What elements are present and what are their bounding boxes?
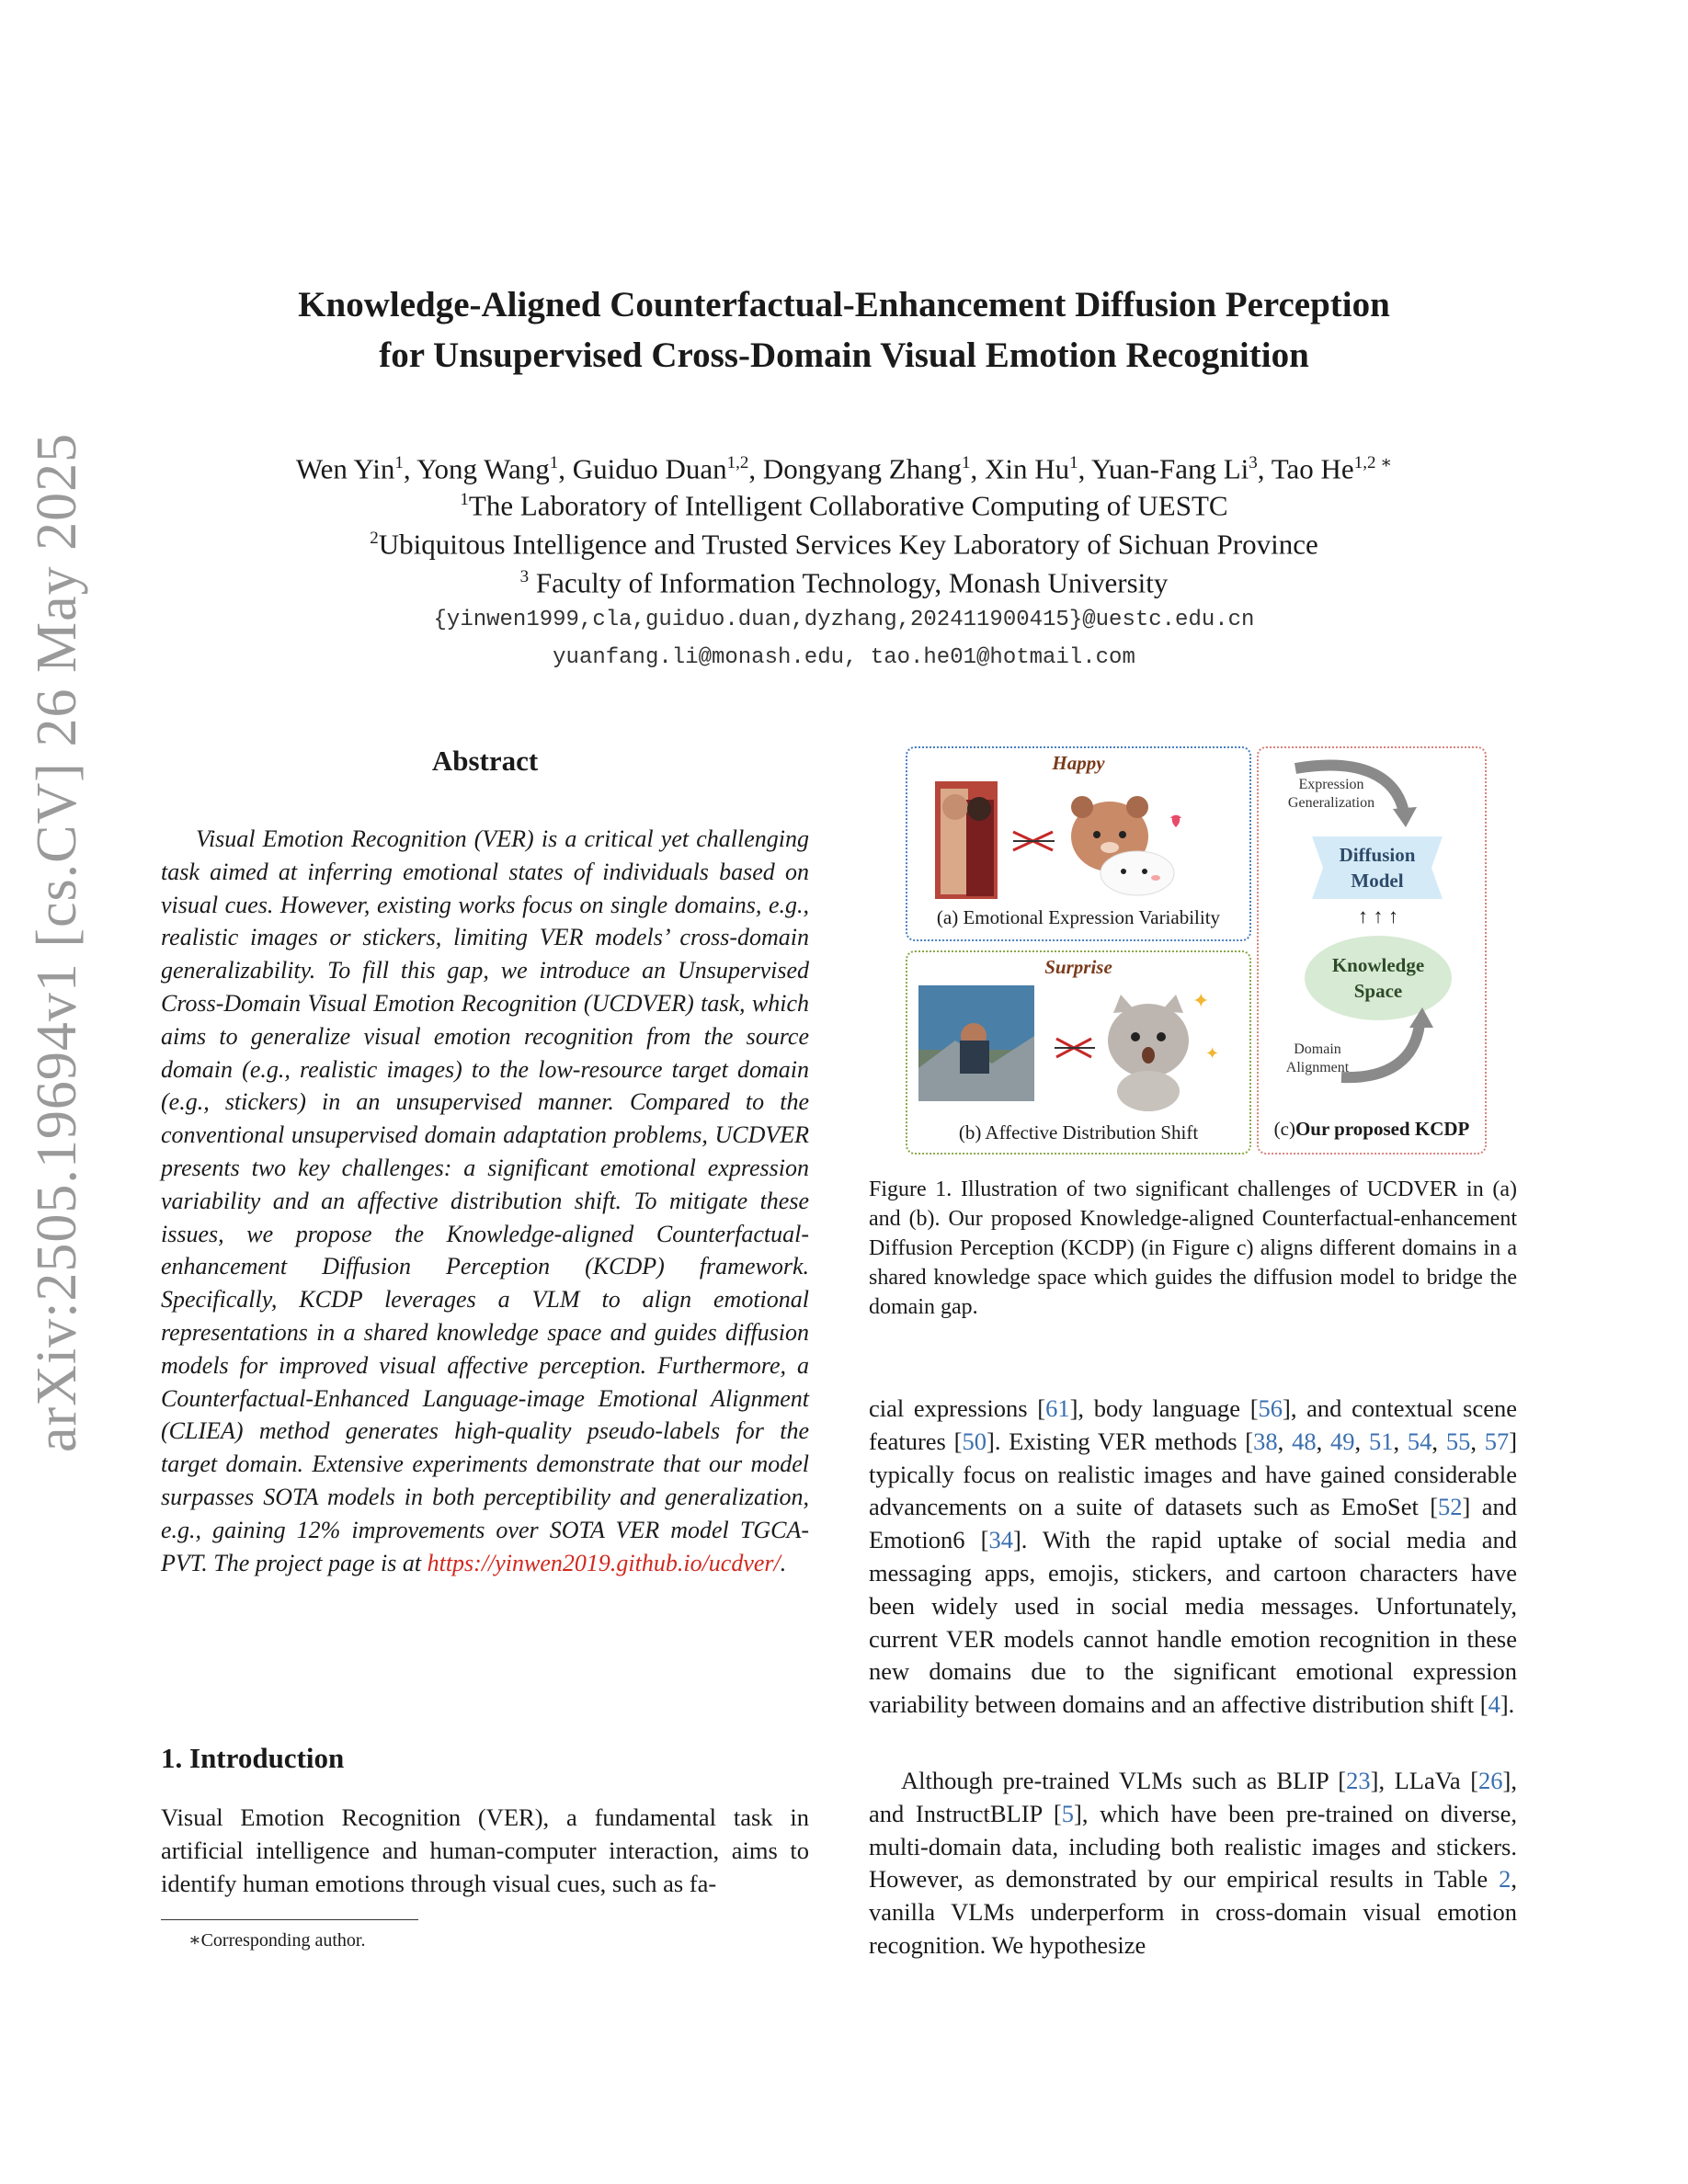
author-list: Wen Yin$^1$, Yong Wang$^1$, Guiduo Duan$^{1,2}$, Dongyang Zhang$^1$, Xin Hu$^1$, Yuan-Fang Li$^3$, Tao $He^{1,2 ∗}$: [295, 452, 1393, 485]
citation-link[interactable]: 57: [1484, 1427, 1510, 1455]
cross-arrows-icon: [1013, 832, 1055, 850]
arxiv-stamp: arXiv:2505.19694v1 [cs.CV] 26 May 2025: [26, 432, 88, 1452]
label-happy: Happy: [1052, 752, 1105, 774]
abstract-heading: Abstract: [431, 745, 539, 777]
caption-b: (b) Affective Distribution Shift: [958, 1121, 1199, 1143]
paper-title-line-1: Knowledge-Aligned Counterfactual-Enhancement Diffusion Perception: [298, 285, 1390, 324]
footnote: ∗Corresponding author.: [188, 1930, 366, 1951]
author-affiliation-mark: 1,2: [726, 453, 749, 472]
cross-arrows-icon: [1055, 1039, 1095, 1057]
caption-c: (c)Our proposed KCDP: [1273, 1118, 1470, 1140]
expression-generalization-label: Expression Generalization: [1287, 777, 1375, 811]
heart-icon: [1170, 815, 1181, 827]
panel-b: [906, 950, 1251, 1155]
author-affiliation-mark: 1: [394, 453, 404, 472]
knowledge-space-label: Knowledge Space: [1331, 954, 1425, 1002]
citation-link[interactable]: 55: [1445, 1427, 1471, 1455]
section-heading-introduction: 1. Introduction: [161, 1742, 345, 1774]
citation-link[interactable]: 38: [1253, 1427, 1278, 1455]
sparkle-icon: ✦: [1192, 989, 1210, 1012]
author-name: Yong Wang: [416, 452, 550, 485]
abstract-body: Visual Emotion Recognition (VER) is a critical yet challenging task aimed at inferring emotional states of individuals based on visual cues. However, existing works focus on single domains, e.g., realistic images or stickers, limiting VER models’ cross-domain generalizability. To fill this gap, we introduce an Unsupervised Cross-Domain Visual Emotion Recognition (UCDVER) task, which aims to generalize visual emotion recognition from the source domain (e.g., realistic images) to the low-resource target domain (e.g., stickers) in an unsupervised manner. Compared to the conventional unsupervised domain adaptation problems, UCDVER presents two key challenges: a significant emotional expression variability and an affective distribution shift. To mitigate these issues, we propose the Knowledge-aligned Counterfactual-enhancement Diffusion Perception (KCDP) framework. Specifically, KCDP leverages a VLM to align emotional representations in a shared knowledge space and guides diffusion models for improved visual affective perception. Furthermore, a Counterfactual-Enhanced Language-image Emotional Alignment (CLIEA) method generates high-quality pseudo-labels for the target domain. Extensive experiments demonstrate that our model surpasses SOTA models in both perceptibility and generalization, e.g., gaining 12% improvements over SOTA VER model TGCA-PVT. The project page is at https://yinwen2019.github.io/ucdver/.: [161, 825, 809, 1576]
domain-alignment-label: Domain Alignment: [1285, 1041, 1350, 1075]
citation-link[interactable]: 56: [1258, 1394, 1283, 1422]
citation-link[interactable]: 26: [1478, 1767, 1503, 1794]
citation-link[interactable]: 23: [1346, 1767, 1371, 1794]
citation-link[interactable]: 4: [1488, 1690, 1500, 1719]
citation-link[interactable]: 52: [1438, 1493, 1463, 1521]
panel-b-illustration: [918, 985, 1231, 1114]
author-affiliation-mark: 1,2 ∗: [1353, 453, 1393, 472]
citation-link[interactable]: 49: [1330, 1427, 1355, 1455]
label-surprise: Surprise: [1044, 956, 1112, 978]
panel-a: [906, 746, 1251, 941]
author-name: Wen Yin: [295, 452, 395, 485]
author-affiliation-mark: 3: [1249, 453, 1258, 472]
author-affiliation-mark: 1: [961, 453, 971, 472]
affiliation-2: $^2$Ubiquitous Intelligence and Trusted Services Key Laboratory of Sichuan Province: [370, 528, 1318, 561]
author-name: Tao He: [1271, 452, 1354, 485]
citation-link[interactable]: 34: [988, 1526, 1013, 1554]
intro-paragraph-left: Visual Emotion Recognition (VER), a fundamental task in artificial intelligence and human-computer interaction, aims to identify human emotions through visual cues, such as fa-: [161, 1803, 809, 1897]
sparkle-icon: ✦: [1205, 1044, 1220, 1063]
citation-link[interactable]: 48: [1292, 1427, 1317, 1455]
citation-link[interactable]: 51: [1368, 1427, 1394, 1455]
cat-sticker: [1108, 995, 1189, 1111]
diffusion-model-label: Diffusion Model: [1339, 844, 1416, 892]
panel-c: [1257, 746, 1487, 1155]
citation-link[interactable]: 54: [1407, 1427, 1432, 1455]
author-name: Yuan-Fang Li: [1090, 452, 1249, 485]
affiliation-3: $^3$ Faculty of Information Technology, Monash University: [519, 566, 1169, 599]
project-page-link[interactable]: https://yinwen2019.github.io/ucdver/: [427, 1549, 781, 1576]
author-name: Guiduo Duan: [572, 452, 727, 485]
footnote-rule: [161, 1919, 418, 1920]
intro-paragraph-right-2: Although pre-trained VLMs such as BLIP [23], LLaVa [26], and InstructBLIP [5], which have been pre-trained on diverse, multi-domain data, including both realistic images and stickers. However, as demonstrated by our empirical results in Table 2, vanilla VLMs underperform in cross-domain visual emotion recognition. We hypothesize: [869, 1767, 1517, 1959]
affiliation-1: $^1$The Laboratory of Intelligent Collaborative Computing of UESTC: [460, 489, 1228, 522]
author-affiliation-mark: 1: [1069, 453, 1078, 472]
caption-a: (a) Emotional Expression Variability: [936, 906, 1221, 928]
email-line-2: yuanfang.li@monash.edu, tao.he01@hotmail.com: [553, 645, 1135, 670]
bear-sticker: [1071, 796, 1174, 895]
panel-a-illustration: [935, 781, 1229, 901]
citation-link[interactable]: 5: [1061, 1799, 1075, 1827]
author-name: Xin Hu: [984, 452, 1070, 485]
citation-link[interactable]: 61: [1045, 1394, 1070, 1422]
email-line-1: {yinwen1999,cla,guiduo.duan,dyzhang,202411900415}@uestc.edu.cn: [433, 608, 1255, 632]
paper-title-line-2: for Unsupervised Cross-Domain Visual Emotion Recognition: [379, 336, 1309, 375]
figure-1-caption: Figure 1. Illustration of two significant challenges of UCDVER in (a) and (b). Our proposed Knowledge-aligned Counterfactual-enhancement Diffusion Perception (KCDP) (in Figure c) aligns different domains in a shared knowledge space which guides the diffusion model to bridge the domain gap.: [869, 1177, 1517, 1319]
author-affiliation-mark: 1: [549, 453, 559, 472]
intro-paragraph-right-1: cial expressions [61], body language [56], and contextual scene features [50]. Existing VER methods [38, 48, 49, 51, 54, 55, 57] typically focus on realistic images and have gained considerable advancements on a suite of datasets such as EmoSet [52] and Emotion6 [34]. With the rapid uptake of social media and messaging apps, emojis, stickers, and cartoon characters have been widely used in social media messages. Unfortunately, current VER models cannot handle emotion recognition in these new domains due to the significant emotional expression variability between domains and an affective distribution shift [4].: [869, 1394, 1518, 1719]
author-name: Dongyang Zhang: [762, 452, 962, 485]
upward-arrows: ↑ ↑ ↑: [1358, 904, 1398, 927]
citation-link[interactable]: 50: [962, 1427, 987, 1455]
citation-link[interactable]: 2: [1499, 1865, 1511, 1894]
figure-1: [906, 746, 1485, 1154]
